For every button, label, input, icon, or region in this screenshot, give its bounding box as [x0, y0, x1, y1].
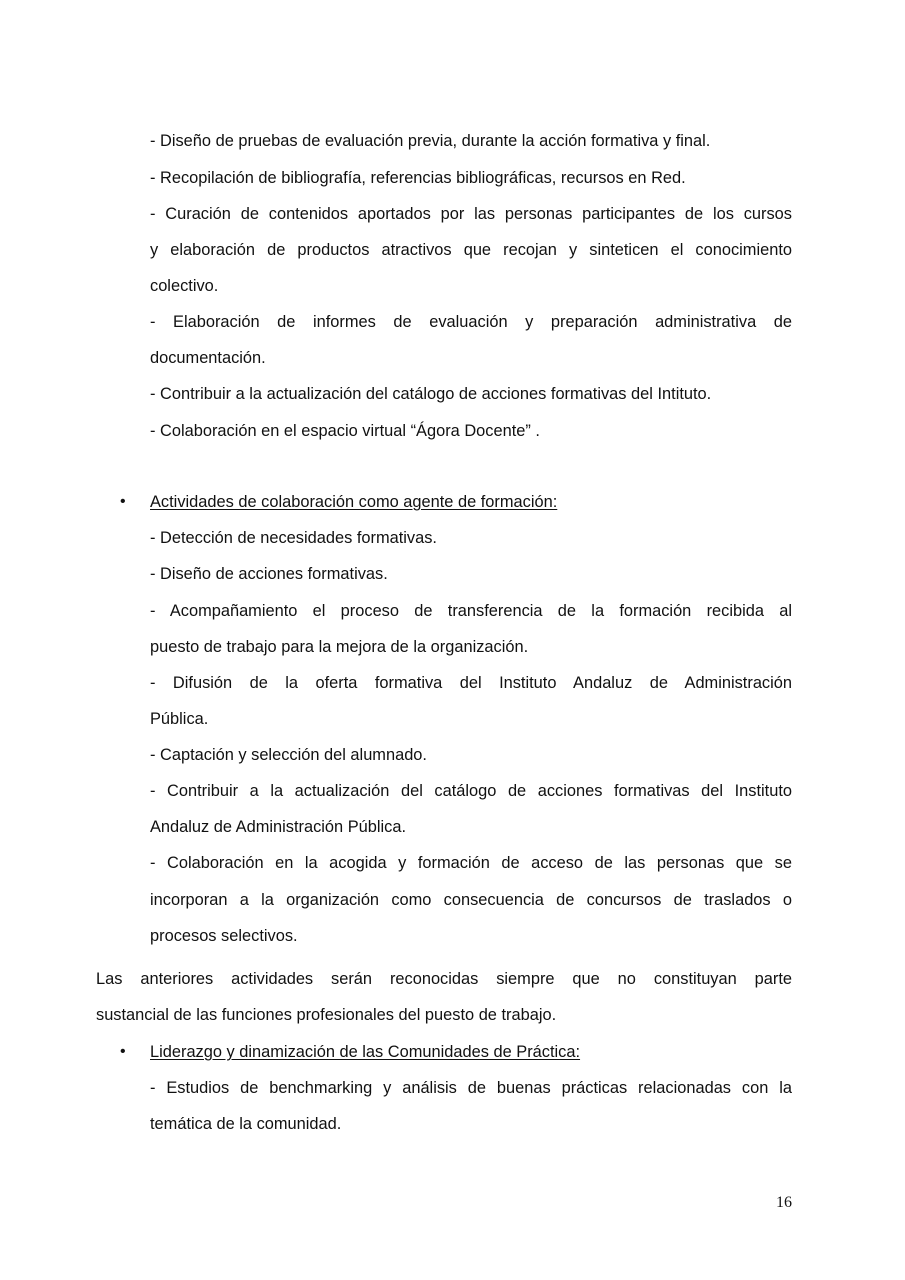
section-heading: Liderazgo y dinamización de las Comunidades de Práctica: [150, 1043, 581, 1061]
list-item: - Contribuir a la actualización del catálogo de acciones formativas del Intituto. [150, 385, 712, 403]
paragraph-line: sustancial de las funciones profesionales del puesto de trabajo. [96, 1006, 557, 1024]
list-item: - Curación de contenidos aportados por las personas participantes de los cursos [150, 205, 792, 223]
list-item-continuation: incorporan a la organización como consecuencia de concursos de traslados o [150, 891, 792, 909]
list-item: - Contribuir a la actualización del catálogo de acciones formativas del Instituto [150, 782, 792, 800]
list-item: - Diseño de pruebas de evaluación previa, durante la acción formativa y final. [150, 132, 711, 150]
bullet-marker: • [120, 1043, 126, 1060]
list-item-continuation: y elaboración de productos atractivos que recojan y sinteticen el conocimiento [150, 241, 792, 259]
list-item: - Recopilación de bibliografía, referencias bibliográficas, recursos en Red. [150, 169, 686, 187]
paragraph-line: Las anteriores actividades serán reconocidas siempre que no constituyan parte [96, 970, 792, 988]
list-item-continuation: Andaluz de Administración Pública. [150, 818, 407, 836]
list-item-continuation: documentación. [150, 349, 266, 367]
list-item: - Colaboración en la acogida y formación de acceso de las personas que se [150, 854, 792, 872]
list-item-continuation: temática de la comunidad. [150, 1115, 342, 1133]
list-item-continuation: procesos selectivos. [150, 927, 298, 945]
list-item: - Captación y selección del alumnado. [150, 746, 427, 764]
list-item: - Estudios de benchmarking y análisis de buenas prácticas relacionadas con la [150, 1079, 792, 1097]
list-item: - Elaboración de informes de evaluación y preparación administrativa de [150, 313, 792, 331]
list-item-continuation: Pública. [150, 710, 209, 728]
page-number: 16 [776, 1194, 792, 1211]
list-item: - Detección de necesidades formativas. [150, 529, 437, 547]
list-item: - Diseño de acciones formativas. [150, 565, 388, 583]
list-item: - Difusión de la oferta formativa del Instituto Andaluz de Administración [150, 674, 792, 692]
list-item: - Acompañamiento el proceso de transferencia de la formación recibida al [150, 602, 792, 620]
list-item: - Colaboración en el espacio virtual “Ágora Docente” . [150, 422, 540, 440]
list-item-continuation: colectivo. [150, 277, 219, 295]
section-heading: Actividades de colaboración como agente de formación: [150, 493, 558, 511]
list-item-continuation: puesto de trabajo para la mejora de la organización. [150, 638, 529, 656]
bullet-marker: • [120, 493, 126, 510]
